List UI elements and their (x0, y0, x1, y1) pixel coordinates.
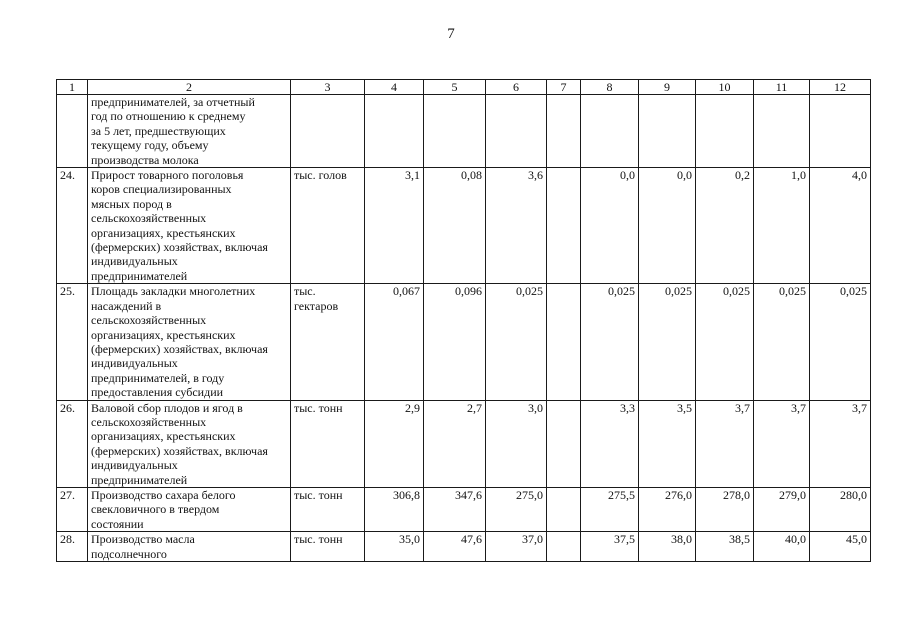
indicator-description (88, 95, 291, 168)
value-cell (547, 168, 581, 284)
description-line: свекловичного в твердом (91, 502, 220, 517)
description-line: Производство сахара белого (91, 487, 236, 502)
value-cell: 0,025 (696, 284, 754, 400)
unit-of-measure (291, 95, 365, 168)
value-cell: 0,0 (639, 168, 696, 284)
value-cell: 306,8 (365, 487, 424, 531)
unit-line: тыс. голов (294, 168, 347, 183)
description-line: предпринимателей (91, 472, 188, 487)
column-header: 8 (581, 80, 639, 95)
value-cell: 3,7 (810, 400, 871, 487)
unit-line: тыс. тонн (294, 400, 343, 415)
value-cell: 0,025 (581, 284, 639, 400)
value-cell: 0,025 (810, 284, 871, 400)
description-line: мясных пород в (91, 196, 172, 211)
column-header: 6 (486, 80, 547, 95)
value-cell (547, 284, 581, 400)
description-line: производства молока (91, 152, 199, 167)
unit-line: тыс. (294, 284, 316, 299)
value-cell (424, 95, 486, 168)
unit-of-measure (291, 168, 365, 284)
value-cell: 278,0 (696, 487, 754, 531)
description-line: сельскохозяйственных (91, 211, 207, 226)
value-cell: 280,0 (810, 487, 871, 531)
value-cell: 0,067 (365, 284, 424, 400)
table-row (57, 95, 871, 168)
value-cell: 0,0 (581, 168, 639, 284)
table-row (57, 168, 871, 284)
description-line: (фермерских) хозяйствах, включая (91, 341, 268, 356)
column-header: 4 (365, 80, 424, 95)
indicator-description (88, 532, 291, 562)
value-cell: 347,6 (424, 487, 486, 531)
indicator-table (56, 79, 871, 562)
column-header: 3 (291, 80, 365, 95)
value-cell: 37,5 (581, 532, 639, 562)
value-cell (547, 400, 581, 487)
row-number: 27. (57, 487, 88, 531)
description-line: организациях, крестьянских (91, 327, 236, 342)
value-cell: 3,0 (486, 400, 547, 487)
value-cell (754, 95, 810, 168)
value-cell: 0,2 (696, 168, 754, 284)
column-header: 9 (639, 80, 696, 95)
indicator-description (88, 284, 291, 400)
description-line: (фермерских) хозяйствах, включая (91, 443, 268, 458)
value-cell: 3,7 (696, 400, 754, 487)
table-row (57, 487, 871, 531)
row-number (57, 95, 88, 168)
column-header: 5 (424, 80, 486, 95)
description-line: Площадь закладки многолетних (91, 284, 256, 299)
description-line: индивидуальных (91, 458, 178, 473)
description-line: предпринимателей, за отчетный (91, 95, 255, 109)
value-cell: 3,3 (581, 400, 639, 487)
value-cell: 0,08 (424, 168, 486, 284)
value-cell: 0,096 (424, 284, 486, 400)
description-line: коров специализированных (91, 182, 232, 197)
description-line: текущему году, объему (91, 138, 209, 153)
table-row (57, 532, 871, 562)
value-cell (696, 95, 754, 168)
value-cell: 40,0 (754, 532, 810, 562)
value-cell: 35,0 (365, 532, 424, 562)
column-header: 10 (696, 80, 754, 95)
value-cell: 38,5 (696, 532, 754, 562)
value-cell (486, 95, 547, 168)
row-number: 26. (57, 400, 88, 487)
value-cell: 275,5 (581, 487, 639, 531)
value-cell (810, 95, 871, 168)
description-line: сельскохозяйственных (91, 414, 207, 429)
column-header: 7 (547, 80, 581, 95)
indicator-description (88, 487, 291, 531)
value-cell (547, 95, 581, 168)
value-cell: 279,0 (754, 487, 810, 531)
value-cell: 276,0 (639, 487, 696, 531)
description-line: Валовой сбор плодов и ягод в (91, 400, 243, 415)
table-body (57, 95, 871, 562)
description-line: (фермерских) хозяйствах, включая (91, 240, 268, 255)
description-line: предпринимателей, в году (91, 370, 225, 385)
unit-of-measure (291, 532, 365, 562)
value-cell (639, 95, 696, 168)
unit-line: тыс. тонн (294, 487, 343, 502)
description-line: индивидуальных (91, 356, 178, 371)
row-number: 28. (57, 532, 88, 562)
value-cell (547, 532, 581, 562)
description-line: насаждений в (91, 298, 162, 313)
description-line: сельскохозяйственных (91, 313, 207, 328)
value-cell (581, 95, 639, 168)
value-cell: 2,7 (424, 400, 486, 487)
description-line: подсолнечного (91, 546, 167, 561)
table-row (57, 284, 871, 400)
value-cell: 37,0 (486, 532, 547, 562)
value-cell: 275,0 (486, 487, 547, 531)
value-cell: 38,0 (639, 532, 696, 562)
page-number: 7 (447, 26, 455, 42)
value-cell: 2,9 (365, 400, 424, 487)
value-cell: 47,6 (424, 532, 486, 562)
description-line: год по отношению к среднему (91, 109, 246, 124)
value-cell: 0,025 (754, 284, 810, 400)
indicator-description (88, 168, 291, 284)
unit-line: гектаров (294, 298, 339, 313)
value-cell: 3,5 (639, 400, 696, 487)
description-line: за 5 лет, предшествующих (91, 123, 226, 138)
value-cell: 45,0 (810, 532, 871, 562)
value-cell: 1,0 (754, 168, 810, 284)
value-cell: 0,025 (639, 284, 696, 400)
column-header: 11 (754, 80, 810, 95)
description-line: состоянии (91, 516, 144, 531)
indicator-description (88, 400, 291, 487)
unit-of-measure (291, 487, 365, 531)
column-header: 1 (57, 80, 88, 95)
value-cell: 3,1 (365, 168, 424, 284)
description-line: предпринимателей (91, 268, 188, 283)
description-line: Производство масла (91, 532, 195, 547)
description-line: Прирост товарного поголовья (91, 168, 244, 183)
description-line: индивидуальных (91, 254, 178, 269)
column-number-header-row (57, 80, 871, 95)
unit-of-measure (291, 284, 365, 400)
unit-of-measure (291, 400, 365, 487)
row-number: 24. (57, 168, 88, 284)
description-line: организациях, крестьянских (91, 429, 236, 444)
value-cell: 0,025 (486, 284, 547, 400)
table-row (57, 400, 871, 487)
value-cell: 3,6 (486, 168, 547, 284)
description-line: организациях, крестьянских (91, 225, 236, 240)
column-header: 12 (810, 80, 871, 95)
description-line: предоставления субсидии (91, 385, 224, 400)
row-number: 25. (57, 284, 88, 400)
unit-line: тыс. тонн (294, 532, 343, 547)
value-cell (365, 95, 424, 168)
value-cell (547, 487, 581, 531)
value-cell: 3,7 (754, 400, 810, 487)
value-cell: 4,0 (810, 168, 871, 284)
column-header: 2 (88, 80, 291, 95)
